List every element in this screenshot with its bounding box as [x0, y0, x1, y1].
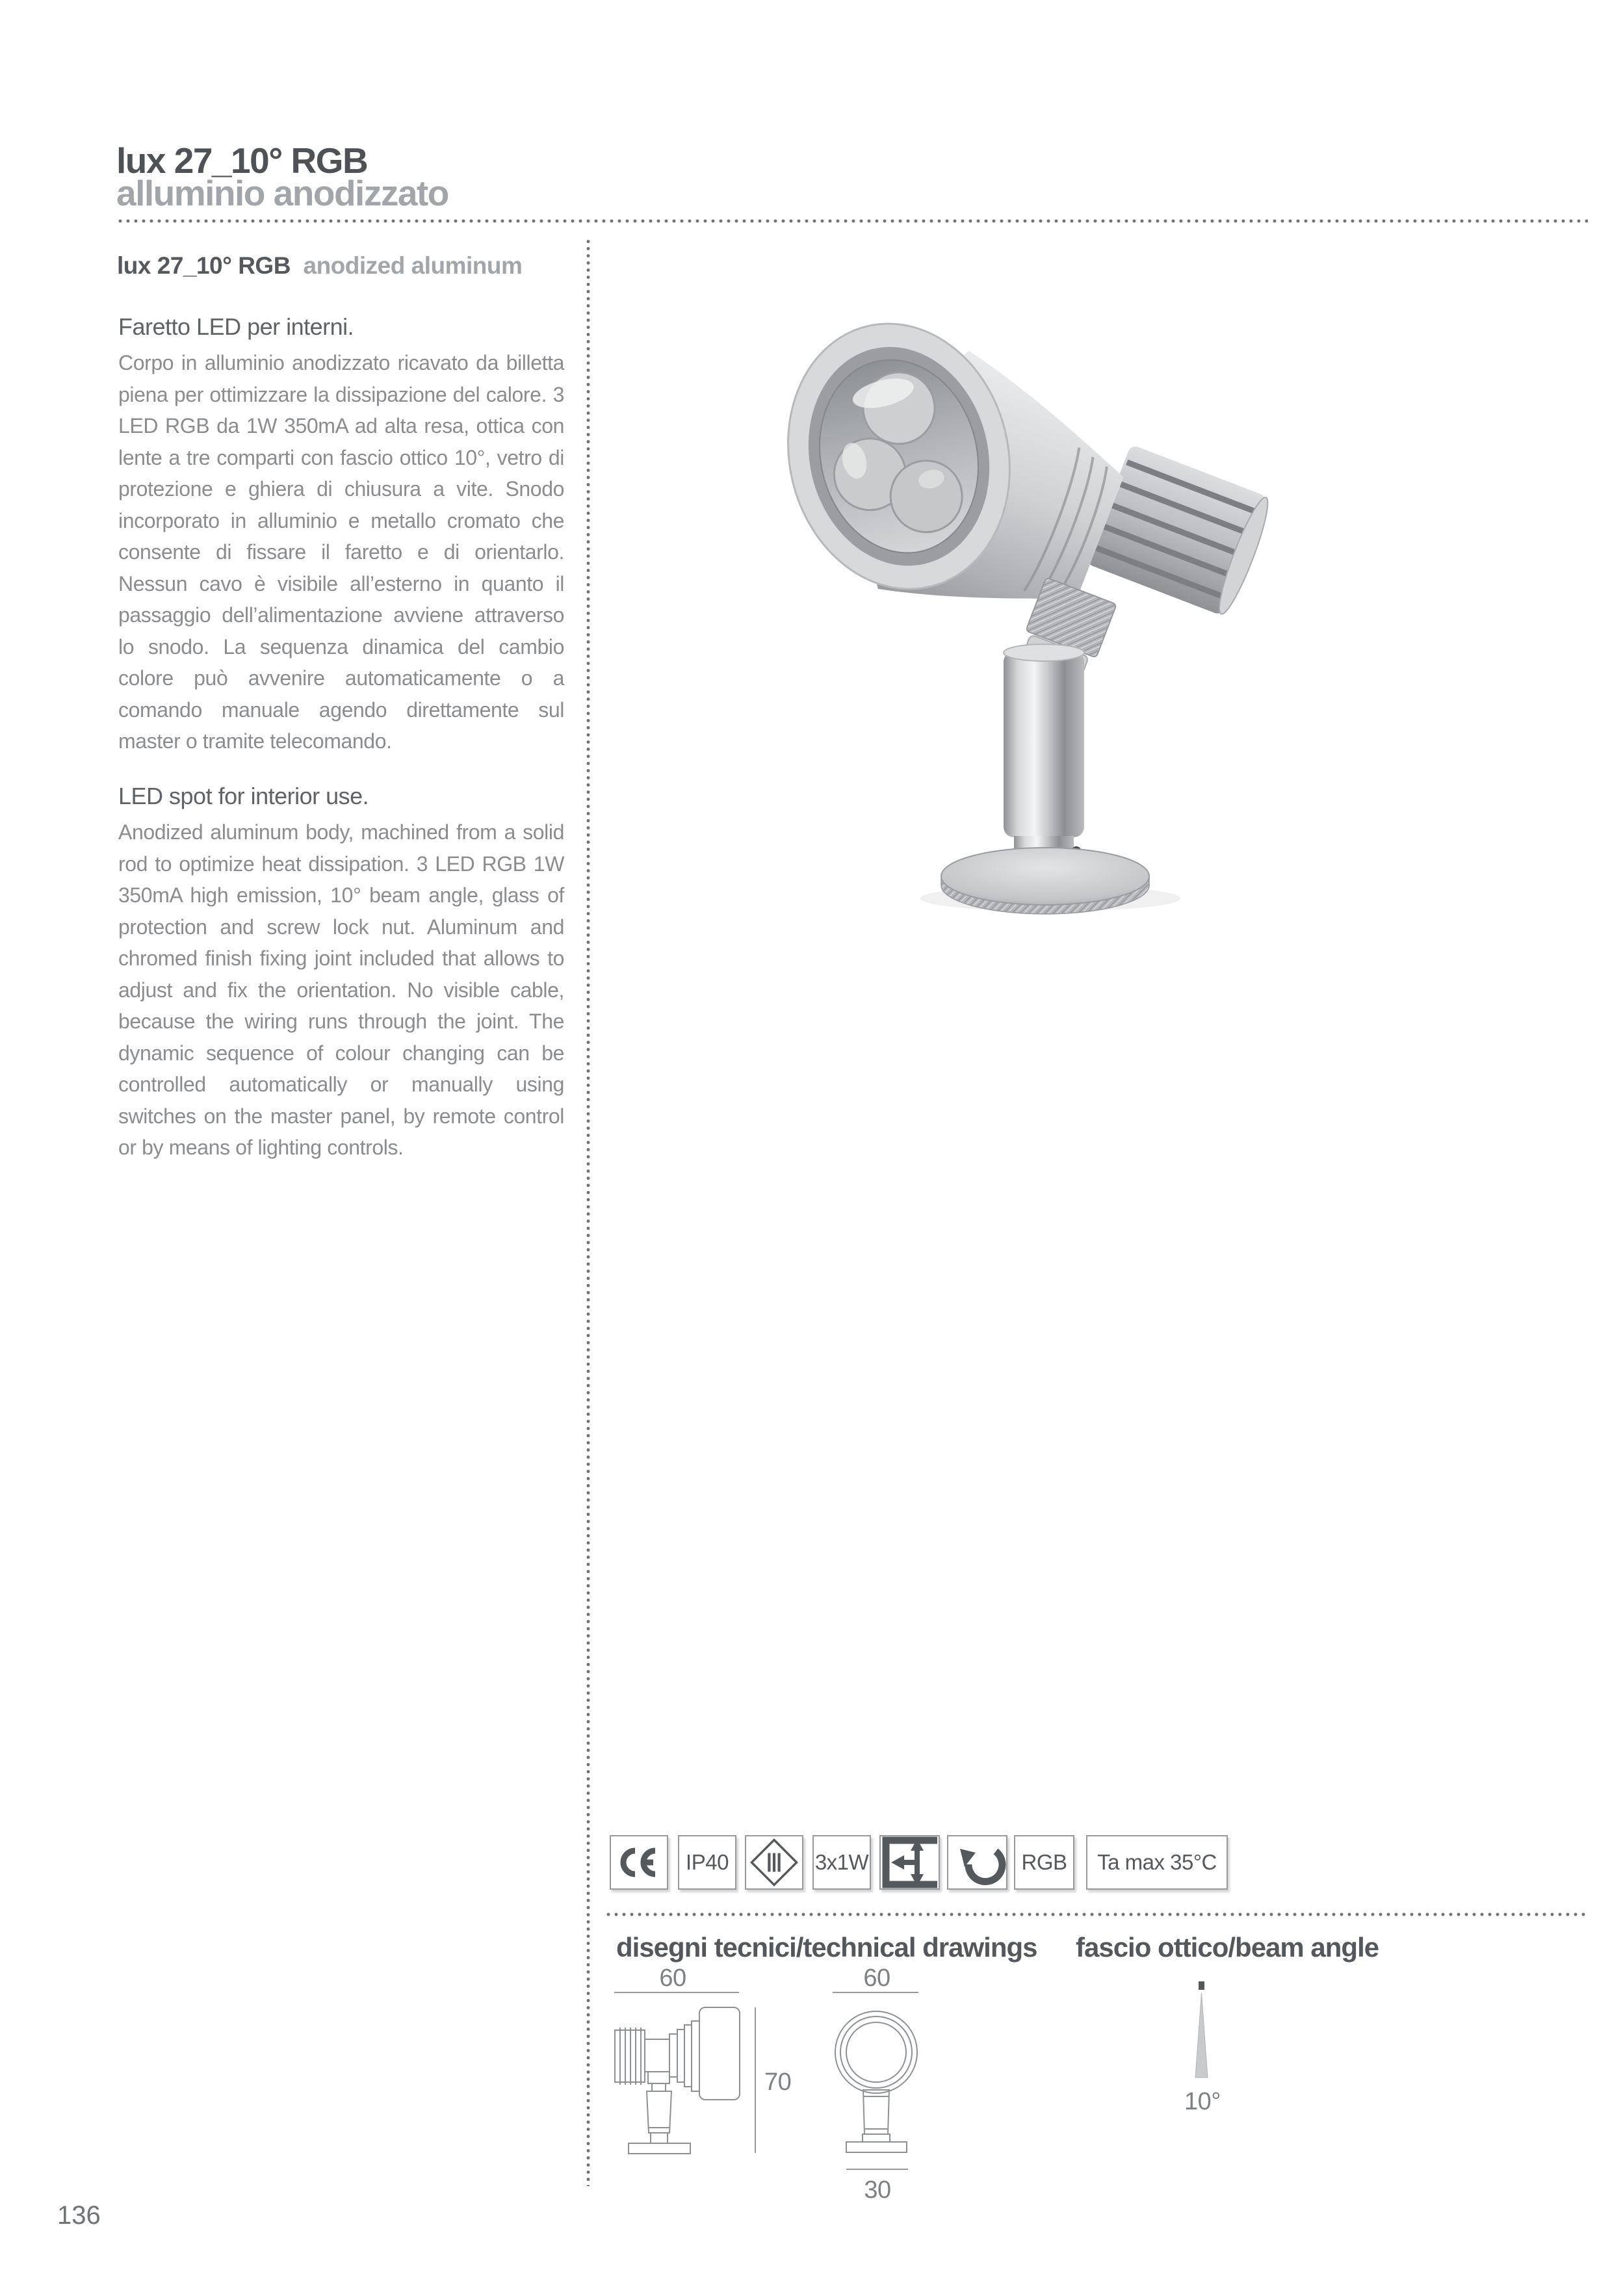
dim-line-front-base [846, 2169, 908, 2170]
badge-power [812, 1835, 871, 1890]
rotation-arrow-icon [955, 1844, 1000, 1881]
description-body-en: Anodized aluminum body, machined from a solid rod to optimize heat dissipation. 3 LED RGB 1W 350mA high emission, 10° beam angle, glass of protection and screw lock nut. Aluminum and chromed finish fixing joint included that allows to adjust and fix the orientation. No visible cable, because the wiring runs through the joint. The dynamic sequence of colour changing can be controlled automatically or manually using switches on the master panel, by remote control or by means of lighting controls. [118, 820, 564, 1159]
dim-side-width: 60 [659, 1964, 686, 1992]
section-technical-drawings: disegni tecnici/technical drawings [616, 1932, 1037, 1963]
header-dotted-rule [116, 219, 1588, 223]
dim-front-width: 60 [863, 1964, 890, 1992]
class-iii-diamond-icon [749, 1838, 799, 1887]
ce-mark-icon [619, 1848, 659, 1877]
page-number: 136 [57, 2201, 101, 2230]
dim-line-side-width [614, 1992, 739, 1993]
variant-name: lux 27_10° RGB [117, 252, 291, 279]
dim-line-front-width [833, 1992, 918, 1993]
lamp-base [941, 848, 1149, 914]
dim-line-side-height [755, 2007, 756, 2153]
page-title [116, 140, 448, 213]
variant-finish: anodized aluminum [303, 252, 523, 279]
ta-max-label: Ta max 35°C [1097, 1850, 1217, 1874]
section-beam-angle: fascio ottico/beam angle [1076, 1932, 1379, 1963]
description-heading-it: Faretto LED per interni. [118, 313, 354, 340]
badge-adjustable [879, 1835, 940, 1890]
product-name: lux 27_10° RGB [116, 140, 368, 181]
rgb-label: RGB [1021, 1850, 1067, 1874]
beam-angle-value: 10° [1184, 2088, 1221, 2115]
side-view-drawing [614, 2005, 744, 2155]
column-dotted-divider [586, 238, 590, 2186]
ip-rating-label: IP40 [686, 1850, 729, 1874]
variant-finish-en [297, 252, 304, 279]
badge-ta-max [1086, 1835, 1228, 1890]
variant-line [117, 252, 522, 280]
product-photo [793, 280, 1391, 930]
front-view-drawing [832, 2005, 923, 2155]
badge-class-iii [745, 1835, 803, 1890]
description-heading-en: LED spot for interior use. [118, 783, 369, 809]
product-finish: alluminio anodizzato [116, 173, 448, 213]
badge-ip-rating [678, 1835, 736, 1890]
adjustable-arrows-icon [881, 1836, 939, 1888]
dim-side-height: 70 [764, 2068, 792, 2096]
badge-rotation [947, 1835, 1007, 1890]
badge-rgb [1014, 1835, 1074, 1890]
badge-ce [610, 1835, 668, 1890]
dim-front-base: 30 [864, 2176, 891, 2204]
power-label: 3x1W [814, 1850, 869, 1874]
lamp-stand [1004, 644, 1084, 866]
description-body-it: Corpo in alluminio anodizzato ricavato da billetta piena per ottimizzare la dissipazione del calore. 3 LED RGB da 1W 350mA ad alta resa, ottica con lente a tre comparti con fascio ottico 10°, vetro di protezione e ghiera di chiusura a vite. Snodo incorporato in alluminio e metallo cromato che consente di fissare il faretto e di orientarlo. Nessun cavo è visibile all’esterno in quanto il passaggio dell’alimentazione avviene attraverso lo snodo. La sequenza dinamica del cambio colore può avvenire automaticamente o a comando manuale agendo direttamente sul master o tramite telecomando. [118, 351, 564, 753]
beam-angle-drawing [1188, 1981, 1215, 2085]
drawings-dotted-rule [604, 1912, 1588, 1916]
